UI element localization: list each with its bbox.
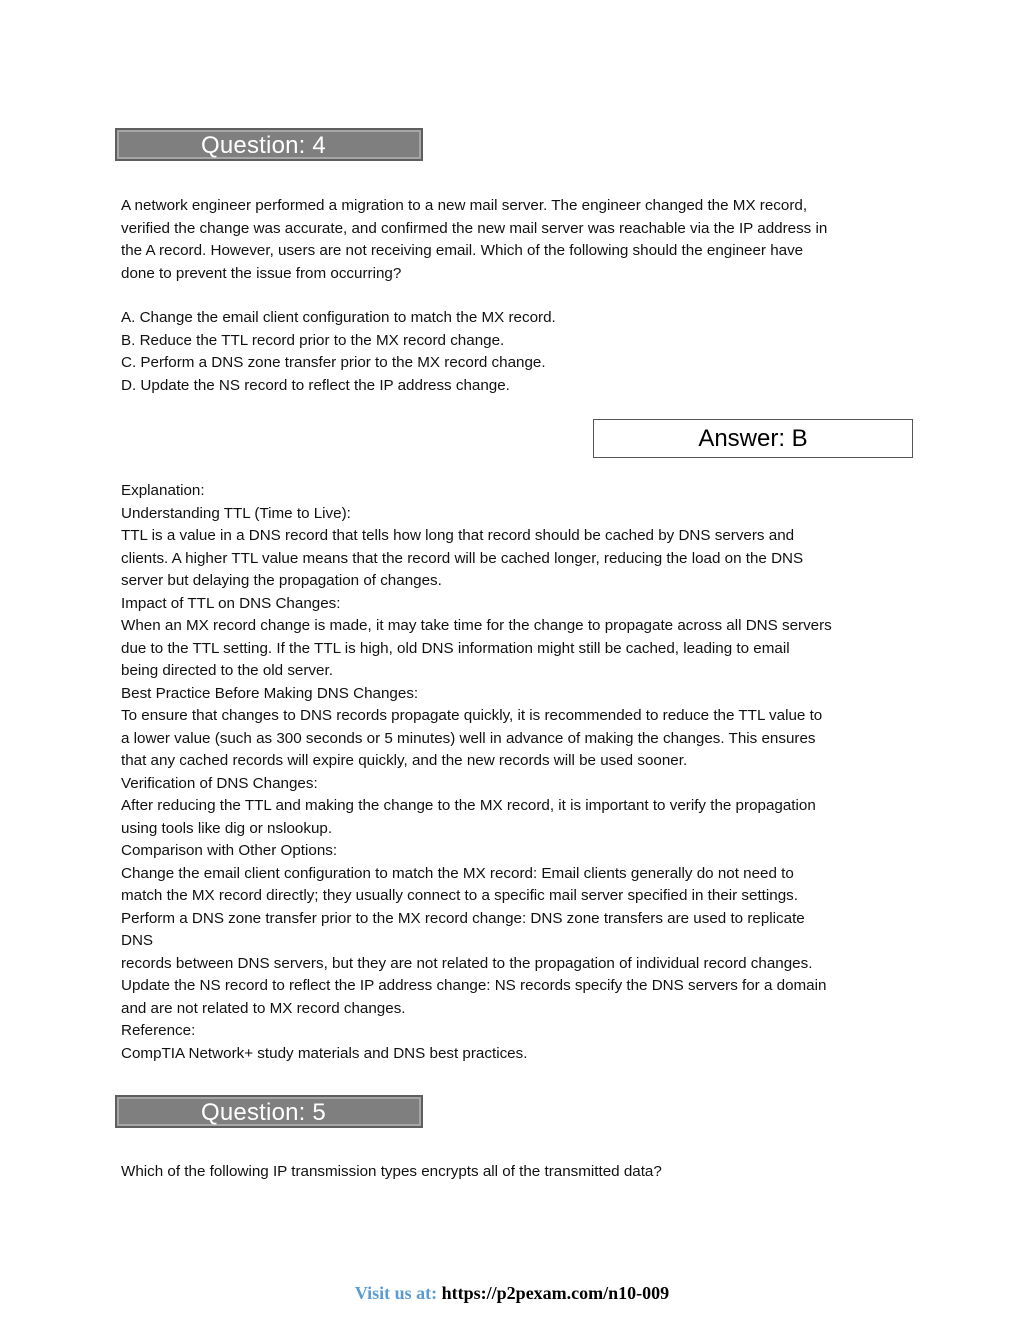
explanation-line: and are not related to MX record changes. bbox=[121, 999, 406, 1017]
answer-label: Answer: B bbox=[698, 425, 808, 452]
explanation-line: a lower value (such as 300 seconds or 5 minutes) well in advance of making the changes. This ensures bbox=[121, 729, 816, 747]
question-4-banner bbox=[115, 128, 423, 161]
explanation-line: server but delaying the propagation of changes. bbox=[121, 572, 442, 589]
answer-box bbox=[593, 419, 913, 458]
question-5-banner bbox=[115, 1095, 423, 1128]
explanation-line: due to the TTL setting. If the TTL is high, old DNS information might still be cached, leading to email bbox=[121, 639, 790, 657]
explanation-line: Perform a DNS zone transfer prior to the MX record change: DNS zone transfers are used to replicate bbox=[121, 909, 805, 927]
footer-label: Visit us at: bbox=[354, 1283, 438, 1303]
explanation-line: DNS bbox=[121, 932, 154, 949]
stem-line: the A record. However, users are not receiving email. Which of the following should the engineer have bbox=[121, 242, 804, 259]
explanation-line: TTL is a value in a DNS record that tells how long that record should be cached by DNS servers and bbox=[121, 527, 795, 544]
explanation-line: being directed to the old server. bbox=[121, 662, 333, 679]
explanation-line: Understanding TTL (Time to Live): bbox=[121, 504, 351, 522]
option-c: C. Perform a DNS zone transfer prior to the MX record change. bbox=[121, 354, 546, 371]
explanation-line: that any cached records will expire quickly, and the new records will be used sooner. bbox=[121, 752, 688, 769]
explanation-line: After reducing the TTL and making the change to the MX record, it is important to verify the propagation bbox=[121, 797, 816, 814]
explanation-line: Change the email client configuration to match the MX record: Email clients generally do not need to bbox=[121, 864, 794, 882]
explanation-line: Explanation: bbox=[121, 482, 205, 499]
answer-options bbox=[121, 307, 556, 397]
explanation-line: CompTIA Network+ study materials and DNS best practices. bbox=[121, 1044, 528, 1062]
footer bbox=[0, 1281, 1024, 1305]
explanation-line: Best Practice Before Making DNS Changes: bbox=[121, 684, 419, 702]
question-4-stem bbox=[121, 195, 911, 285]
explanation-line: records between DNS servers, but they are not related to the propagation of individual record changes. bbox=[121, 954, 813, 972]
explanation-line: clients. A higher TTL value means that the record will be cached longer, reducing the load on the DNS bbox=[121, 549, 804, 567]
explanation-line: Impact of TTL on DNS Changes: bbox=[121, 594, 341, 612]
explanation-line: When an MX record change is made, it may take time for the change to propagate across all DNS servers bbox=[121, 617, 832, 634]
explanation-line: To ensure that changes to DNS records propagate quickly, it is recommended to reduce the TTL value to bbox=[121, 707, 823, 724]
explanation-line: Verification of DNS Changes: bbox=[121, 774, 318, 792]
question-5-stem bbox=[121, 1161, 911, 1184]
explanation-line: Update the NS record to reflect the IP address change: NS records specify the DNS servers for a domain bbox=[121, 977, 827, 994]
question-4-title: Question: 4 bbox=[201, 132, 326, 159]
stem-line: verified the change was accurate, and confirmed the new mail server was reachable via the IP address in bbox=[121, 219, 828, 237]
explanation-line: Reference: bbox=[121, 1022, 196, 1039]
explanation-line: Comparison with Other Options: bbox=[121, 842, 338, 859]
stem-line: Which of the following IP transmission types encrypts all of the transmitted data? bbox=[121, 1163, 662, 1180]
question-5-title: Question: 5 bbox=[201, 1099, 326, 1126]
explanation bbox=[121, 480, 911, 1065]
option-a: A. Change the email client configuration to match the MX record. bbox=[121, 309, 556, 326]
explanation-line: using tools like dig or nslookup. bbox=[121, 819, 333, 837]
stem-line: done to prevent the issue from occurring? bbox=[121, 264, 402, 282]
stem-line: A network engineer performed a migration to a new mail server. The engineer changed the MX record, bbox=[121, 197, 808, 214]
footer-url[interactable]: https://p2pexam.com/n10-009 bbox=[441, 1283, 670, 1303]
explanation-line: match the MX record directly; they usually connect to a specific mail server specified in their settings. bbox=[121, 887, 798, 904]
option-d: D. Update the NS record to reflect the IP address change. bbox=[121, 376, 510, 394]
option-b: B. Reduce the TTL record prior to the MX record change. bbox=[121, 331, 505, 349]
